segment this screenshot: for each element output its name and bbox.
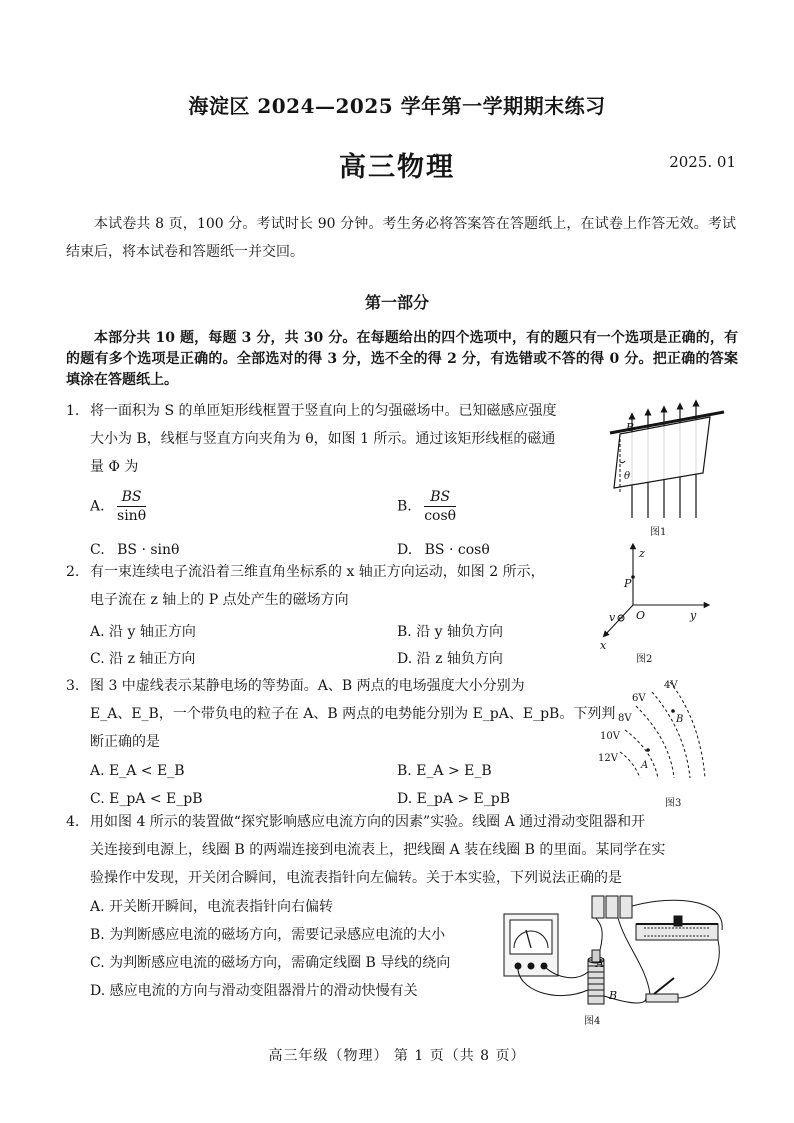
figure-2-label-x: x	[600, 639, 607, 652]
question-text-line: 断正确的是	[90, 734, 160, 750]
part-instructions: 本部分共 10 题，每题 3 分，共 30 分。在每题给出的四个选项中，有的题只有一个选项是正确的，有的题有多个选项是正确的。全部选对的得 3 分，选不全的得 2 分，有选错或不答的得 0 分。把正确的答案填涂在答题纸上。	[66, 330, 738, 388]
intro-line-2: 效。考试结束后，将本试卷和答题纸一并交回。	[66, 216, 736, 260]
fraction: $\frac{BS}{\sin\theta}$	[117, 489, 147, 524]
figure-2-label-v: v	[609, 611, 616, 624]
option-b: B. 沿 y 轴负方向	[397, 624, 503, 640]
figure-3-label-a: A	[641, 760, 649, 771]
figure-4-label-a: A	[596, 957, 604, 970]
question-number: 1.	[66, 403, 80, 419]
question-number: 4.	[66, 814, 80, 830]
figure-2-label-p: P	[624, 577, 632, 590]
question-text-line: 用如图 4 所示的装置做“探究影响感应电流方向的因素”实验。线圈 A 通过滑动变阻器和开	[90, 814, 646, 830]
figure-3-label-6v: 6V	[632, 693, 646, 704]
question-number: 2.	[66, 564, 80, 580]
option-a: A. 沿 y 轴正方向	[90, 624, 196, 640]
figure-1-label-b: B	[626, 421, 635, 434]
question-text-line: 有一束连续电子流沿着三维直角坐标系的 x 轴正方向运动，如图 2 所示，	[90, 564, 545, 580]
option-b: B. E_A > E_B	[397, 763, 492, 779]
option-c: C. 为判断感应电流的磁场方向，需确定线圈 B 导线的绕向	[90, 955, 451, 971]
figure-3-label-4v: 4V	[664, 680, 678, 691]
question-text-line: 电子流在 z 轴上的 P 点处产生的磁场方向	[90, 592, 349, 608]
part-heading: 第一部分	[364, 293, 429, 312]
exam-title: 海淀区 2024—2025 学年第一学期期末练习	[188, 94, 606, 118]
option-b: B. 为判断感应电流的磁场方向，需要记录感应电流的大小	[90, 927, 446, 943]
figure-3-label-12v: 12V	[598, 753, 618, 764]
option-d: D. 沿 z 轴负方向	[397, 651, 503, 667]
fraction: $\frac{BS}{\cos\theta}$	[424, 489, 457, 524]
question-text-line: 关连接到电源上，线圈 B 的两端连接到电流表上，把线圈 A 装在线圈 B 的里面。某同学在实	[90, 842, 666, 858]
option-c: C. E_pA < E_pB	[90, 791, 203, 807]
question-text-line: 量 Φ 为	[90, 459, 139, 475]
question-text-line: 验操作中发现，开关闭合瞬间，电流表指针向左偏转。关于本实验，下列说法正确的是	[90, 870, 622, 886]
page-footer: 高三年级（物理） 第 1 页（共 8 页）	[268, 1048, 526, 1064]
option-a: A. E_A < E_B	[90, 763, 185, 779]
intro-line-1: 本试卷共 8 页，100 分。考试时长 90 分钟。考生务必将答案答在答题纸上，在试卷上作答无	[94, 216, 680, 232]
question-text-line: 大小为 B，线框与竖直方向夹角为 θ，如图 1 所示。通过该矩形线框的磁通	[90, 431, 556, 447]
figure-3-label-10v: 10V	[600, 731, 620, 742]
option-d: D. BS · cosθ	[397, 542, 490, 558]
figure-3-label-b: B	[676, 714, 684, 725]
question-text-line: 图 3 中虚线表示某静电场的等势面。A、B 两点的电场强度大小分别为	[90, 678, 525, 694]
question-text-line: E_A、E_B，一个带负电的粒子在 A、B 两点的电势能分别为 E_pA、E_pB。下列判	[90, 706, 616, 722]
figure-4-label-b: B	[609, 989, 618, 1002]
figure-2-label-y: y	[690, 609, 697, 622]
option-d: D. 感应电流的方向与滑动变阻器滑片的滑动快慢有关	[90, 983, 418, 999]
figure-1-caption: 图1	[650, 527, 667, 538]
option-a: A. 开关断开瞬间，电流表指针向右偏转	[90, 899, 334, 915]
question-text-line: 将一面积为 S 的单匝矩形线框置于竖直向上的匀强磁场中。已知磁感应强度	[90, 403, 557, 419]
option-c: C. 沿 z 轴正方向	[90, 651, 196, 667]
figure-2-label-o: O	[636, 609, 646, 622]
exam-intro	[66, 210, 736, 266]
figure-1-label-theta: θ	[624, 471, 631, 482]
question-number: 3.	[66, 678, 80, 694]
figure-3-caption: 图3	[665, 798, 682, 809]
figure-2-caption: 图2	[636, 654, 653, 665]
figure-2-label-z: z	[639, 547, 645, 560]
exam-subject: 高三物理	[339, 152, 455, 183]
figure-4-caption: 图4	[584, 1016, 601, 1027]
exam-date: 2025. 01	[669, 153, 736, 171]
figure-1-diagram	[600, 400, 730, 530]
option-d: D. E_pA > E_pB	[397, 791, 511, 807]
option-b: B. $\frac{BS}{\cos\theta}$	[397, 489, 457, 524]
option-a: A. $\frac{BS}{\sin\theta}$	[90, 489, 147, 524]
figure-3-label-8v: 8V	[618, 713, 632, 724]
option-c: C. BS · sinθ	[90, 542, 180, 558]
